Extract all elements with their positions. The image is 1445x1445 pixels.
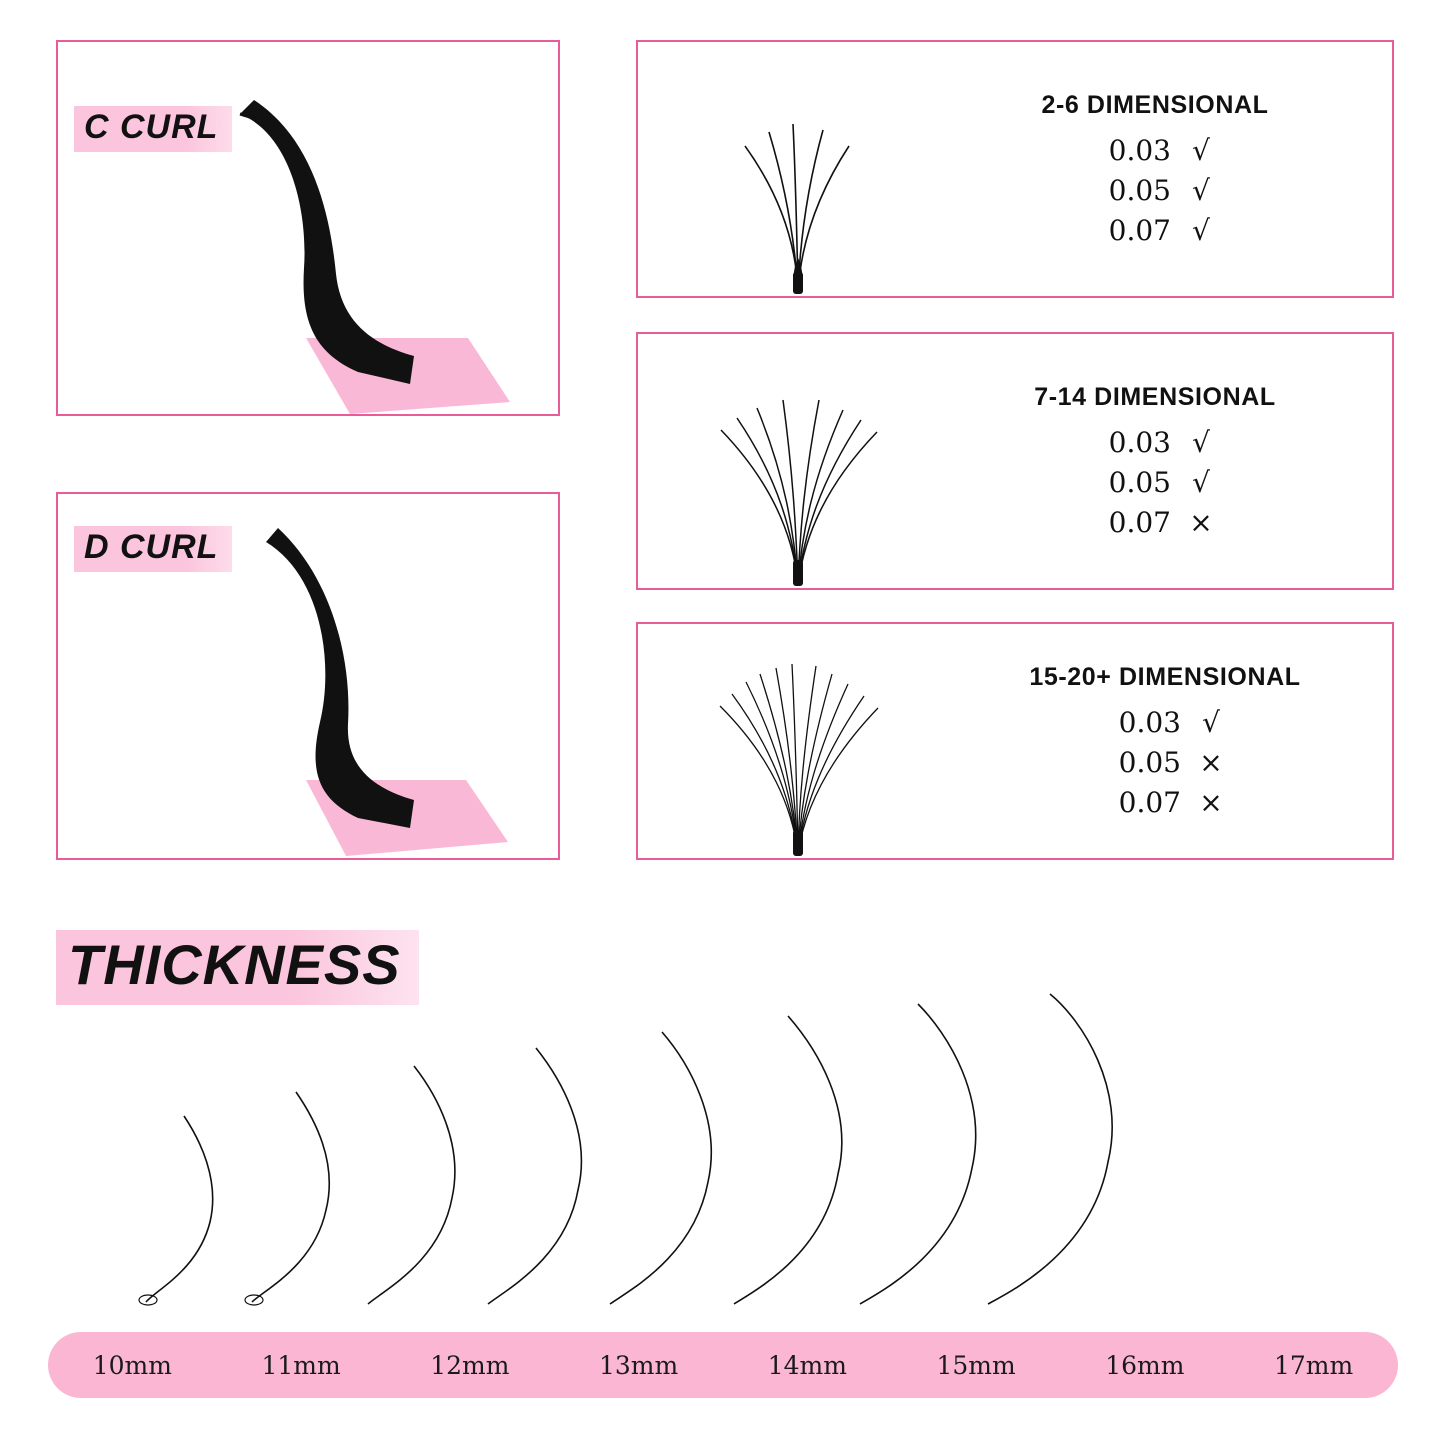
dimensional-row	[1089, 746, 1241, 779]
dimensional-rows	[958, 706, 1372, 819]
dimensional-rows	[958, 426, 1352, 539]
thickness-value: 0.05	[1108, 174, 1171, 207]
size-label-13mm: 13mm	[599, 1350, 679, 1380]
thickness-lash-row	[48, 990, 1428, 1320]
availability-mark: √	[1192, 174, 1210, 207]
thickness-value: 0.03	[1118, 706, 1181, 739]
thickness-size-strip	[48, 1332, 1398, 1398]
availability-mark: √	[1192, 426, 1210, 459]
lash-fan-small-icon	[683, 76, 913, 296]
dimensional-row	[1079, 426, 1231, 459]
dimensional-title: 7-14 DIMENSIONAL	[1034, 383, 1276, 411]
c-curl-label: C CURL	[74, 106, 232, 152]
dimensional-panel-2-6	[636, 40, 1394, 298]
thickness-value: 0.03	[1108, 426, 1171, 459]
availability-mark: ×	[1199, 746, 1223, 779]
thickness-value: 0.05	[1108, 466, 1171, 499]
dimensional-rows	[958, 134, 1352, 247]
thickness-value: 0.07	[1108, 214, 1171, 247]
dimensional-title: 15-20+ DIMENSIONAL	[1029, 663, 1301, 691]
size-label-12mm: 12mm	[430, 1350, 510, 1380]
d-curl-label: D CURL	[74, 526, 232, 572]
dimensional-row	[1079, 214, 1231, 247]
availability-mark: √	[1192, 214, 1210, 247]
dimensional-panel-15-20	[636, 622, 1394, 860]
c-curl-panel	[56, 40, 560, 416]
dimensional-row	[1079, 466, 1231, 499]
dimensional-row	[1079, 506, 1231, 539]
thickness-value: 0.03	[1108, 134, 1171, 167]
availability-mark: ×	[1189, 506, 1213, 539]
dimensional-row	[1079, 174, 1231, 207]
thickness-value: 0.07	[1118, 786, 1181, 819]
availability-mark: √	[1192, 466, 1210, 499]
dimensional-row	[1089, 786, 1241, 819]
d-curl-panel	[56, 492, 560, 860]
size-label-14mm: 14mm	[767, 1350, 847, 1380]
size-label-17mm: 17mm	[1274, 1350, 1354, 1380]
availability-mark: √	[1192, 134, 1210, 167]
size-label-10mm: 10mm	[92, 1350, 172, 1380]
size-label-15mm: 15mm	[936, 1350, 1016, 1380]
thickness-value: 0.05	[1118, 746, 1181, 779]
dimensional-title: 2-6 DIMENSIONAL	[1041, 91, 1269, 119]
lash-fan-medium-icon	[673, 368, 923, 588]
size-label-16mm: 16mm	[1105, 1350, 1185, 1380]
lash-curl-c-icon	[58, 42, 558, 414]
lash-fan-large-icon	[668, 648, 928, 858]
dimensional-panel-7-14	[636, 332, 1394, 590]
dimensional-row	[1079, 134, 1231, 167]
size-label-11mm: 11mm	[261, 1350, 341, 1380]
availability-mark: √	[1202, 706, 1220, 739]
thickness-value: 0.07	[1108, 506, 1171, 539]
availability-mark: ×	[1199, 786, 1223, 819]
thickness-section-label: THICKNESS	[56, 930, 419, 1005]
dimensional-row	[1089, 706, 1241, 739]
